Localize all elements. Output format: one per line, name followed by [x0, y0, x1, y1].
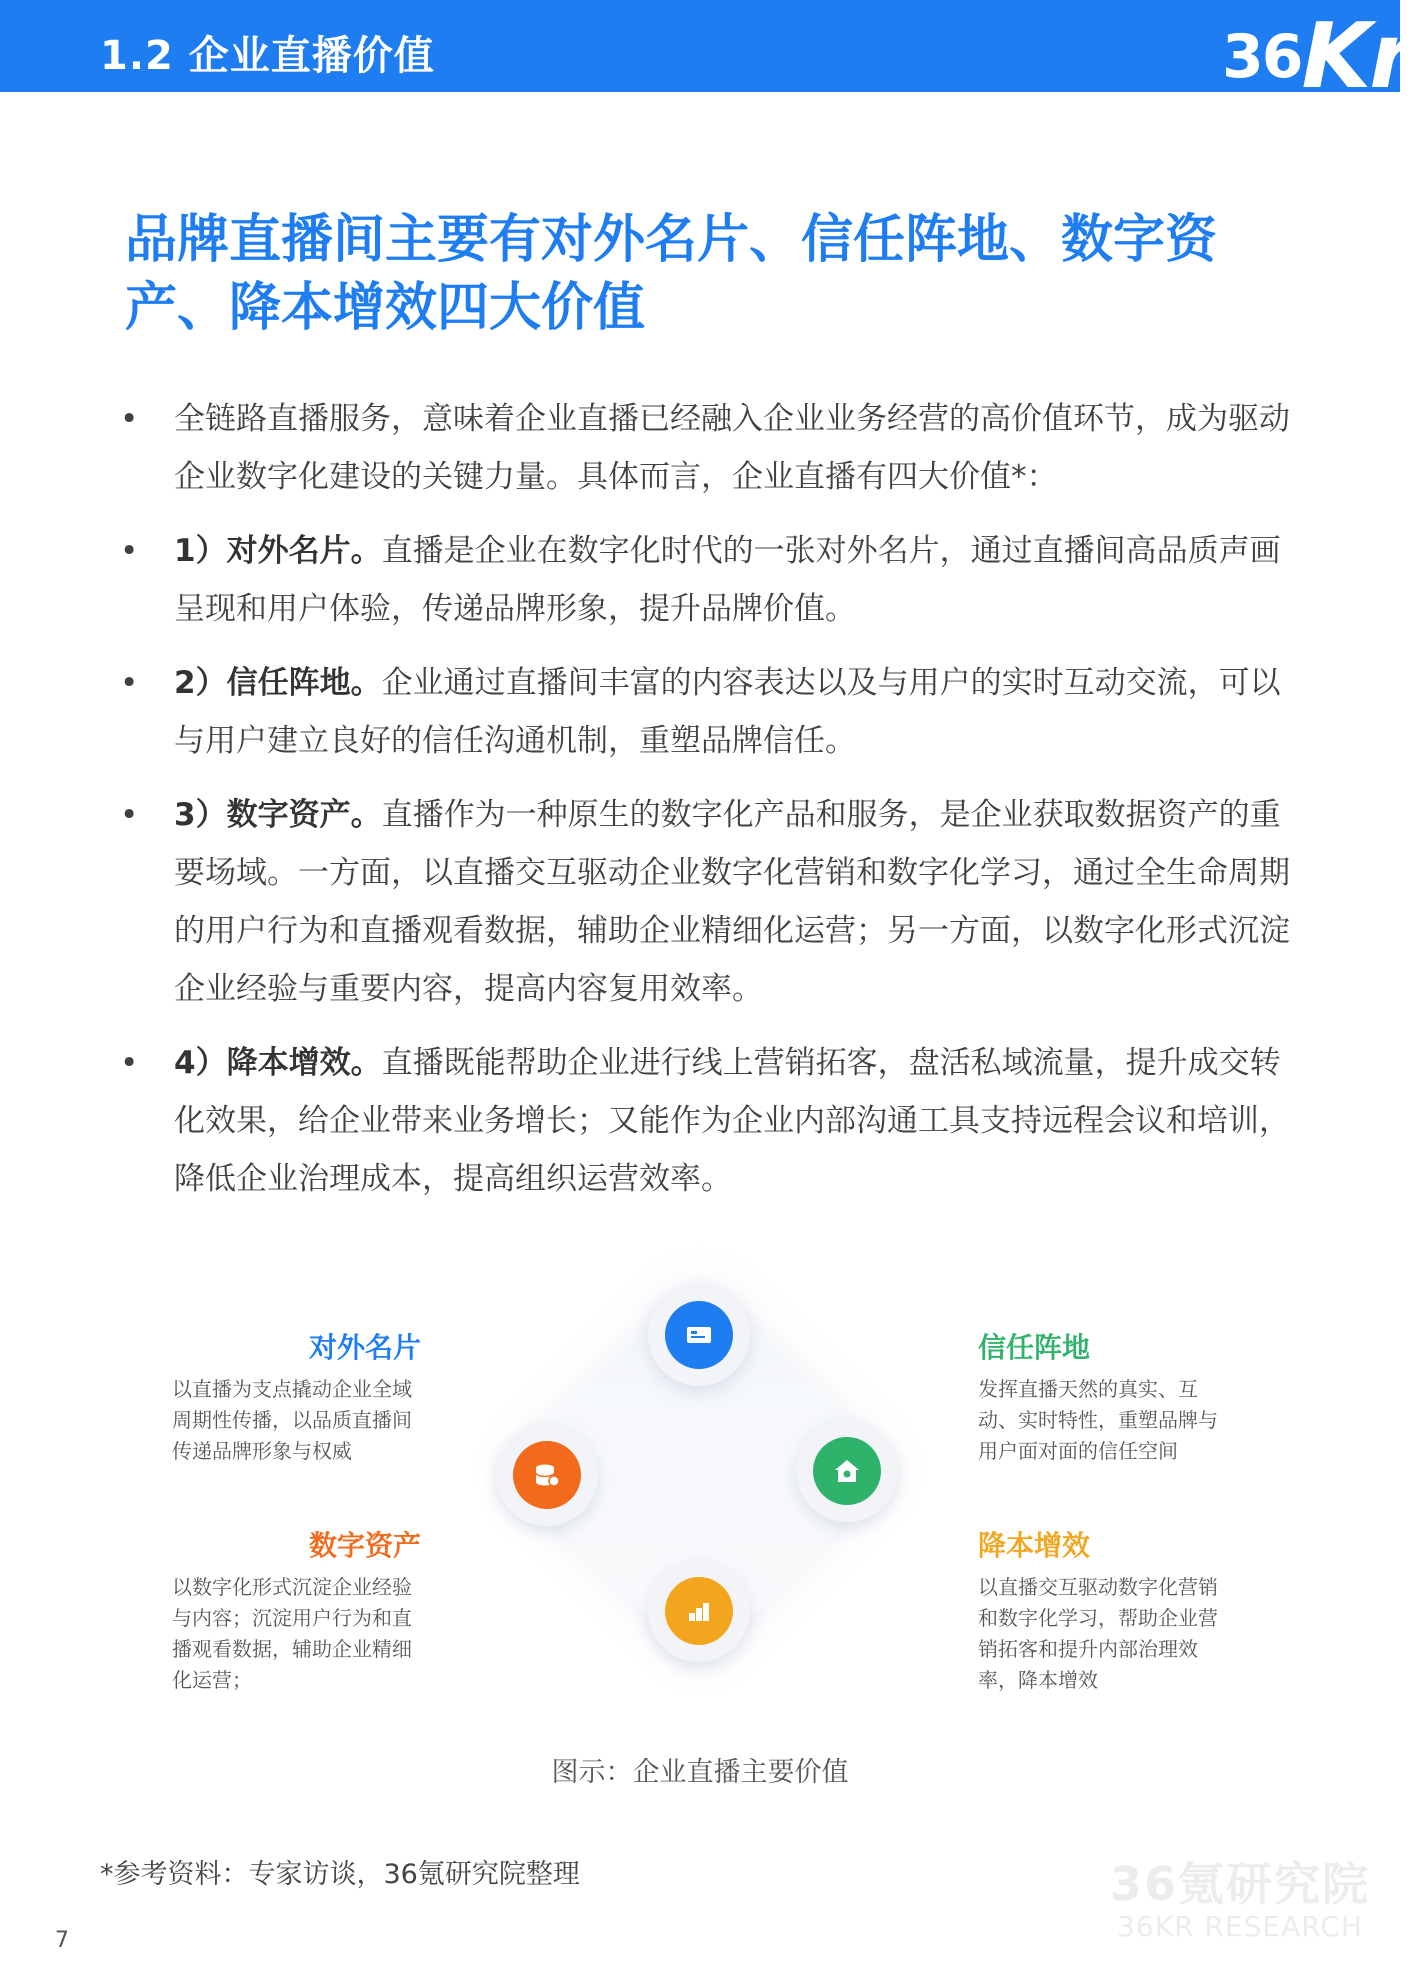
bullet-lead: 2）信任阵地。 [174, 665, 382, 701]
bullet-external-card [118, 522, 1298, 638]
card-text-cost-efficiency: 以直播交互驱动数字化营销和数字化学习，帮助企业营销拓客和提升内部治理效率，降本增效 [978, 1575, 1218, 1692]
bullet-digital-assets [118, 786, 1298, 1018]
diagram-caption: 图示：企业直播主要价值 [551, 1757, 849, 1788]
card-title-external-card: 对外名片 [309, 1331, 422, 1364]
bullet-text: 企业通过直播间丰富的内容表达以及与用户的实时互动交流，可以与用户建立良好的信任沟通机制，重塑品牌信任。 [174, 665, 1281, 759]
bullet-text: 直播是企业在数字化时代的一张对外名片，通过直播间高品质声画呈现和用户体验，传递品牌形象，提升品牌价值。 [174, 533, 1281, 627]
bullet-list [118, 390, 1298, 1224]
database-icon [513, 1441, 581, 1509]
card-text-trust-base: 发挥直播天然的真实、互动、实时特性，重塑品牌与用户面对面的信任空间 [978, 1377, 1218, 1463]
bullet-lead: 1）对外名片。 [174, 533, 382, 569]
bar-chart-icon [665, 1577, 733, 1645]
card-title-trust-base: 信任阵地 [978, 1331, 1091, 1364]
bullet-lead: 4）降本增效。 [174, 1045, 382, 1081]
value-diagram [0, 1270, 1400, 1710]
header-bar [0, 0, 1412, 109]
id-card-icon [665, 1301, 733, 1369]
page-heading: 品牌直播间主要有对外名片、信任阵地、数字资产、降本增效四大价值 [125, 210, 1218, 338]
node-right [796, 1420, 898, 1522]
bullet-text: 直播既能帮助企业进行线上营销拓客，盘活私域流量，提升成交转化效果，给企业带来业务增长；又能作为企业内部沟通工具支持远程会议和培训，降低企业治理成本，提高组织运营效率。 [174, 1045, 1290, 1197]
bullet-trust-base [118, 654, 1298, 770]
logo-36kr: 36Kr [1222, 4, 1412, 109]
watermark [1110, 1858, 1370, 1944]
node-left [496, 1424, 598, 1526]
section-title: 1.2 企业直播价值 [100, 33, 435, 79]
watermark-en: 36KR RESEARCH [1117, 1910, 1363, 1943]
node-top [648, 1284, 750, 1386]
card-title-cost-efficiency: 降本增效 [978, 1529, 1091, 1562]
bullet-lead: 3）数字资产。 [174, 797, 382, 833]
bullet-text: 直播作为一种原生的数字化产品和服务，是企业获取数据资产的重要场域。一方面，以直播交互驱动企业数字化营销和数字化学习，通过全生命周期的用户行为和直播观看数据，辅助企业精细化运营；另一方面，以数字化形式沉淀企业经验与重要内容，提高内容复用效率。 [174, 797, 1290, 1007]
bullet-cost-efficiency [118, 1034, 1298, 1208]
home-icon [813, 1437, 881, 1505]
watermark-cn: 36氪研究院 [1110, 1857, 1371, 1911]
bullet-text: 全链路直播服务，意味着企业直播已经融入企业业务经营的高价值环节，成为驱动企业数字化建设的关键力量。具体而言，企业直播有四大价值*： [174, 401, 1290, 495]
footnote: *参考资料：专家访谈，36氪研究院整理 [100, 1859, 580, 1890]
card-text-digital-assets: 以数字化形式沉淀企业经验与内容；沉淀用户行为和直播观看数据，辅助企业精细化运营； [172, 1575, 412, 1692]
bullet-intro [118, 390, 1298, 506]
page-number: 7 [55, 1928, 69, 1953]
card-title-digital-assets: 数字资产 [309, 1529, 422, 1562]
card-text-external-card: 以直播为支点撬动企业全域周期性传播，以品质直播间传递品牌形象与权威 [172, 1377, 412, 1463]
node-bottom [648, 1560, 750, 1662]
